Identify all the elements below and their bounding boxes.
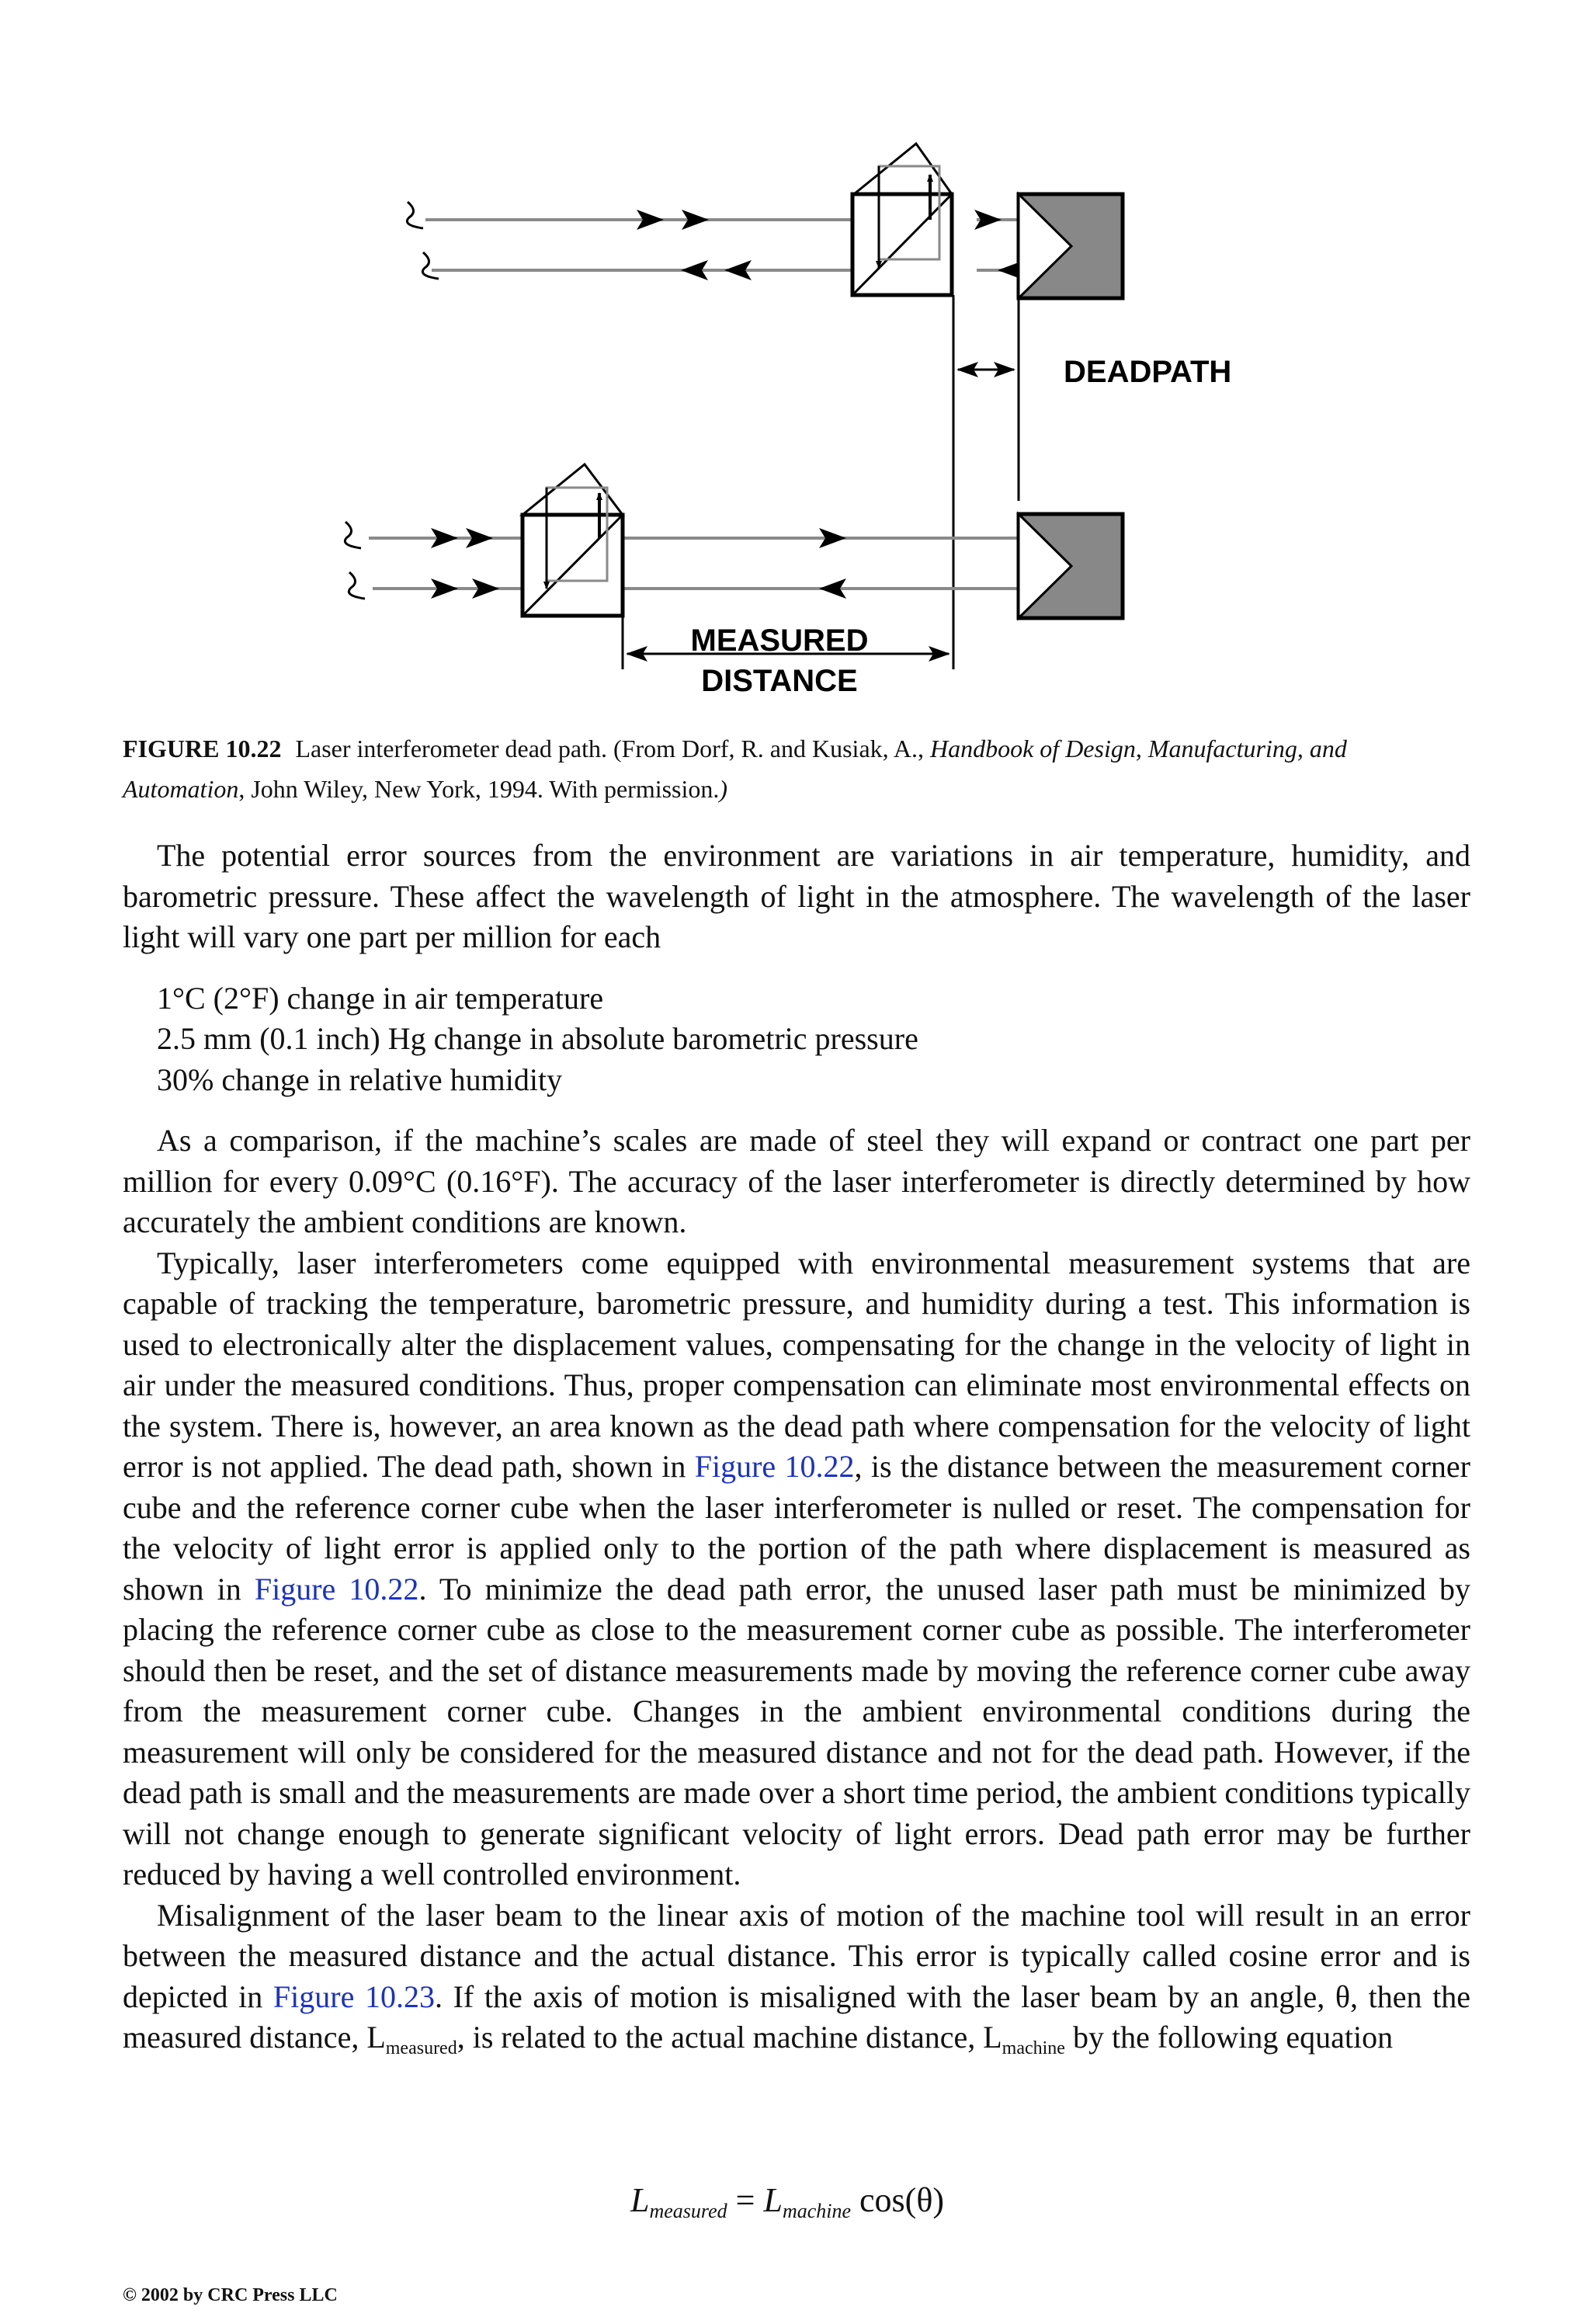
figure-10-22-link[interactable]: Figure 10.22 [254,1571,419,1607]
top-interferometer [852,144,952,295]
body-text [123,835,1470,2058]
environment-factor-list [157,978,1470,1101]
deadpath-dimension [953,295,1019,669]
bottom-interferometer [522,464,623,616]
paragraph-2: As a comparison, if the machine’s scales are made of steel they will expand or contract one part per million for every 0.09°C (0.16°F). The accuracy of the laser interferometer is directly determined by how accurately the ambient conditions are known. [123,1123,1470,1239]
top-beams [425,220,1048,270]
paragraph-4-text-a: Misalignment of the laser beam to the linear axis of motion of the machine tool will result in an error between the measured distance and the actual distance. This error is typically called cosine error and is depicted in [123,1897,1470,2014]
paragraph-3-text-b: , is the distance between the measurement corner cube and the reference corner cube when the laser interferometer is nulled or reset. The compensation for the velocity of light error is applied only to the portion of the path where displacement is measured as shown in [123,1449,1471,1607]
caption-text-a: Laser interferometer dead path. (From Dorf, R. and Kusiak, A., [295,735,930,763]
figure-10-22-link[interactable]: Figure 10.22 [694,1449,855,1484]
paragraph-4-text-c: , is related to the actual machine distance, L [457,2020,1002,2055]
equation-sub-measured: measured [649,2200,727,2222]
equation-sub-machine: machine [782,2200,852,2222]
list-item: 30% change in relative humidity [157,1061,563,1097]
equation-cos-theta: cos(θ) [851,2181,945,2219]
equation-l-measured: L [630,2181,650,2219]
bottom-mirror [1019,514,1123,618]
subscript-measured: measured [385,2038,457,2058]
equation-l-machine: L [763,2181,783,2219]
paragraph-4 [123,1895,1470,2058]
measured-label: MEASURED [690,624,869,658]
caption-book-title: Handbook of Design, Manufacturing, and Automation [123,735,1347,803]
paragraph-3 [123,1243,1470,1895]
caption-close-paren: ) [719,775,728,803]
top-break-marks [407,202,439,279]
subscript-machine: machine [1002,2038,1065,2058]
distance-label: DISTANCE [701,664,858,698]
list-item: 2.5 mm (0.1 inch) Hg change in absolute barometric pressure [157,1021,918,1056]
paragraph-1: The potential error sources from the environment are variations in air temperature, humidity, and barometric pressure. These affect the wavelength of light in the atmosphere. The wavelength of the laser light will vary one part per million for each [123,838,1470,954]
caption-text-b: , John Wiley, New York, 1994. With permission. [238,775,720,803]
paragraph-4-text-d: by the following equation [1064,2020,1394,2055]
top-mirror [1019,194,1123,298]
equation-equals: = [727,2181,764,2219]
paragraph-3-text-a: Typically, laser interferometers come equipped with environmental measurement systems that are capable of tracking the temperature, barometric pressure, and humidity during a test. This information is used to electronically alter the displacement values, compensating for the change in the velocity of light in air under the measured conditions. Thus, proper compensation can eliminate most environmental effects on the system. There is, however, an area known as the dead path where compensation for the velocity of light error is not applied. The dead path, shown in [123,1245,1470,1484]
paragraph-4-text-b: . If the axis of motion is misaligned with the laser beam by an angle, θ, then the measured distance, L [123,1978,1471,2055]
list-item: 1°C (2°F) change in air temperature [157,980,604,1016]
cosine-error-equation [630,2180,944,2220]
copyright-footer: © 2002 by CRC Press LLC [123,2285,338,2305]
figure-10-23-link[interactable]: Figure 10.23 [273,1978,435,2014]
bottom-beams [369,538,1019,589]
paragraph-3-text-c: . To minimize the dead path error, the unused laser path must be minimized by placing the reference corner cube as close to the measurement corner cube as possible. The interferometer should then be reset, and the set of distance measurements made by moving the reference corner cube away from the measurement corner cube. Changes in the ambient environmental conditions during the measurement will only be considered for the measured distance and not for the dead path. However, if the dead path is small and the measurements are made over a short time period, the ambient conditions typically will not change enough to generate significant velocity of light errors. Dead path error may be further reduced by having a well controlled environment. [123,1571,1470,1892]
bottom-break-marks [345,522,365,599]
figure-caption [123,728,1470,809]
caption-label: FIGURE 10.22 [123,735,282,763]
dead-path-figure [0,0,1590,714]
deadpath-label: DEADPATH [1064,355,1232,389]
